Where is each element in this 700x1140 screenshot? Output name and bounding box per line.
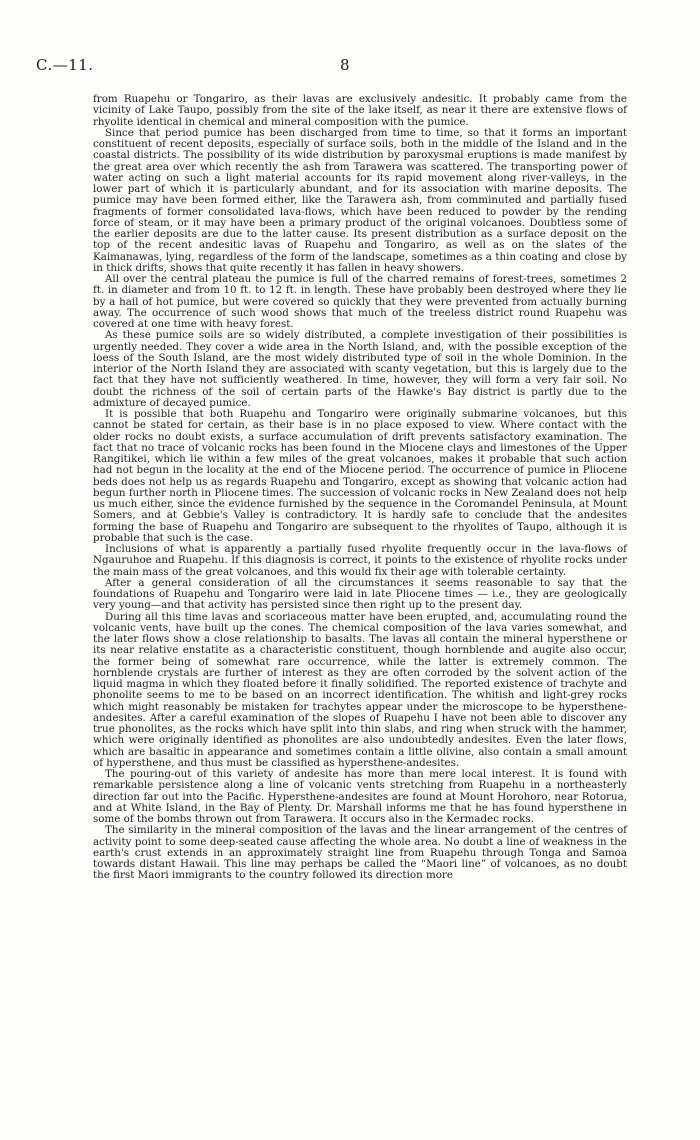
running-head <box>24 56 676 76</box>
page-number: 8 <box>340 56 350 74</box>
paragraph-1: from Ruapehu or Tongariro, as their lavas are exclusively andesitic. It probably came from the vicinity of Lake Taupo, possibly from the site of the lake itself, as near it there are extensive flows of rhyolite identical in chemical and mineral composition with the pumice. <box>93 93 627 128</box>
paragraph-4: As these pumice soils are so widely distributed, a complete investigation of their possibilities is urgently needed. They cover a wide area in the North Island, and, with the possible exception of the loess of the South Island, are the most widely distributed type of soil in the whole Dominion. In the interior of the North Island they are associated with scanty vegetation, but this is largely due to the fact that they have not sufficiently weathered. In time, however, they will form a very fair soil. No doubt the richness of the soil of certain parts of the Hawke's Bay district is partly due to the admixture of decayed pumice. <box>93 329 627 409</box>
series-identifier: C.—11. <box>36 56 94 74</box>
paragraph-3: All over the central plateau the pumice is full of the charred remains of forest-trees, sometimes 2 ft. in diameter and from 10 ft. to 12 ft. in length. These have probably been destroyed where they lie by a hail of hot pumice, but were covered so quickly that they were prevented from actually burning away. The occurrence of such wood shows that much of the treeless district round Ruapehu was covered at one time with heavy forest. <box>93 273 627 330</box>
paragraph-10: The similarity in the mineral composition of the lavas and the linear arrangement of the centres of activity point to some deep-seated cause affecting the whole area. No doubt a line of weakness in the earth's crust extends in an approximately straight line from Ruapehu through Tonga and Samoa towards distant Hawaii. This line may perhaps be called the “Maori line” of volcanoes, as no doubt the first Maori immigrants to the country followed its direction more <box>93 824 627 882</box>
paragraph-6: Inclusions of what is apparently a partially fused rhyolite frequently occur in the lava-flows of Ngauruhoe and Ruapehu. If this diagnosis is correct, it points to the existence of rhyolite rocks under the main mass of the great volcanoes, and this would fix their age with tolerable certainty. <box>93 543 627 578</box>
paragraph-2: Since that period pumice has been discharged from time to time, so that it forms an important constituent of recent deposits, especially of surface soils, both in the middle of the Island and in the coastal districts. The possibility of its wide distribution by paroxysmal eruptions is made manifest by the great area over which recently the ash from Tarawera was scattered. The transporting power of water acting on such a light material accounts for its rapid movement along river-valleys, in the lower part of which it is particularly abundant, and for its association with marine deposits. The pumice may have been formed either, like the Tarawera ash, from comminuted and partially fused fragments of former consolidated lava-flows, which have been reduced to powder by the rending force of steam, or it may have been a primary product of the original volcanoes. Doubtless some of the earlier deposits are due to the latter cause. Its present distribution as a surface deposit on the top of the recent andesitic lavas of Ruapehu and Tongariro, as well as on the slates of the Kaimanawas, lying, regardless of the form of the landscape, sometimes as a thin coating and close by in thick drifts, shows that quite recently it has fallen in heavy showers. <box>93 126 627 274</box>
paragraph-5: It is possible that both Ruapehu and Tongariro were originally submarine volcanoes, but this cannot be stated for certain, as their base is in no place exposed to view. Where contact with the older rocks no doubt exists, a surface accumulation of drift prevents satisfactory examination. The fact that no trace of volcanic rocks has been found in the Miocene clays and limestones of the Upper Rangitikei, which lie within a few miles of the great volcanoes, makes it probable that such action had not begun in the locality at the end of the Miocene period. The occurrence of pumice in Pliocene beds does not help us as regards Ruapehu and Tongariro, except as showing that volcanic action had begun further north in Pliocene times. The succession of volcanic rocks in New Zealand does not help us much either, since the evidence furnished by the sequence in the Coromandel Peninsula, at Mount Somers, and at Gebbie's Valley is contradictory. It is hardly safe to conclude that the andesites forming the base of Ruapehu and Tongariro are subsequent to the rhyolites of Taupo, although it is probable that such is the case. <box>93 408 627 544</box>
paragraph-8: During all this time lavas and scoriaceous matter have been erupted, and, accumulating round the volcanic vents, have built up the cones. The chemical composition of the lava varies somewhat, and the later flows show a close relationship to basalts. The lavas all contain the mineral hypersthene or its near relative enstatite as a characteristic constituent, though hornblende and augite also occur, the former being of somewhat rare occurrence, while the latter is extremely common. The hornblende crystals are further of interest as they are often corroded by the solvent action of the liquid magma in which they floated before it finally solidified. The reported existence of trachyte and phonolite seems to me to be based on an incorrect identification. The whitish and light-grey rocks which might reasonably be mistaken for trachytes appear under the microscope to be hypersthene-andesites. After a careful examination of the slopes of Ruapehu I have not been able to discover any true phonolites, as the rocks which have split into thin slabs, and ring when struck with the hammer, which were originally identified as phonolites are also undoubtedly andesites. Even the later flows, which are basaltic in appearance and sometimes contain a little olivine, also contain a small amount of hypersthene, and thus must be classified as hypersthene-andesites. <box>93 610 627 769</box>
paragraph-9: The pouring-out of this variety of andesite has more than mere local interest. It is found with remarkable persistence along a line of volcanic vents stretching from Ruapehu in a northeasterly direction far out into the Pacific. Hypersthene-andesites are found at Mount Horohoro, near Rotorua, and at White Island, in the Bay of Plenty. Dr. Marshall informs me that he has found hypersthene in some of the bombs thrown out from Tarawera. It occurs also in the Kermadec rocks. <box>93 768 627 825</box>
paragraph-7: After a general consideration of all the circumstances it seems reasonable to say that the foundations of Ruapehu and Tongariro were laid in late Pliocene times — i.e., they are geologically very young—and that activity has persisted since then right up to the present day. <box>93 576 627 612</box>
body-text <box>93 94 627 882</box>
